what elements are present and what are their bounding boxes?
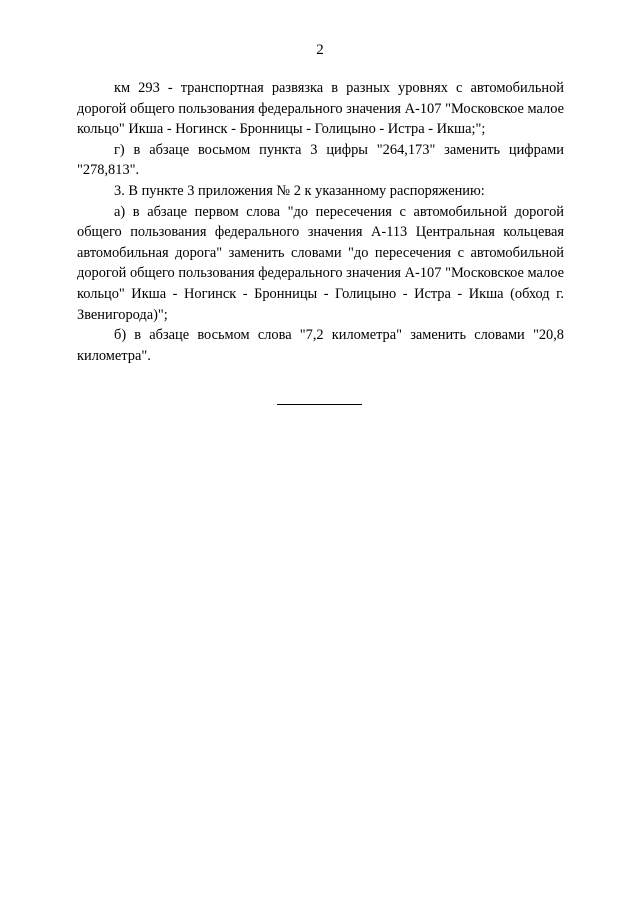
page-number: 2 (316, 42, 324, 58)
paragraph-item-b: б) в абзаце восьмом слова "7,2 километра" заменить словами "20,8 километра". (77, 327, 564, 364)
paragraph-point-3: 3. В пункте 3 приложения № 2 к указанному распоряжению: (114, 182, 485, 199)
end-separator-line (277, 404, 362, 405)
document-body (77, 78, 564, 366)
paragraph-item-a: а) в абзаце первом слова "до пересечения с автомобильной дорогой общего пользования федерального значения А-113 Центральная кольцевая автомобильная дорога" заменить словами "до пересечения с автомобильной дорогой общего пользования федерального значения А-107 "Московское малое кольцо" Икша - Ногинск - Бронницы - Голицыно - Истра - Икша (обход г. Звенигорода)"; (77, 203, 564, 323)
paragraph-item-g: г) в абзаце восьмом пункта 3 цифры "264,173" заменить цифрами "278,813". (77, 141, 564, 179)
paragraph-km-293: км 293 - транспортная развязка в разных уровнях с автомобильной дорогой общего пользования федерального значения А-107 "Московское малое кольцо" Икша - Ногинск - Бронницы - Голицыно - Истра - Икша;"; (77, 80, 564, 138)
